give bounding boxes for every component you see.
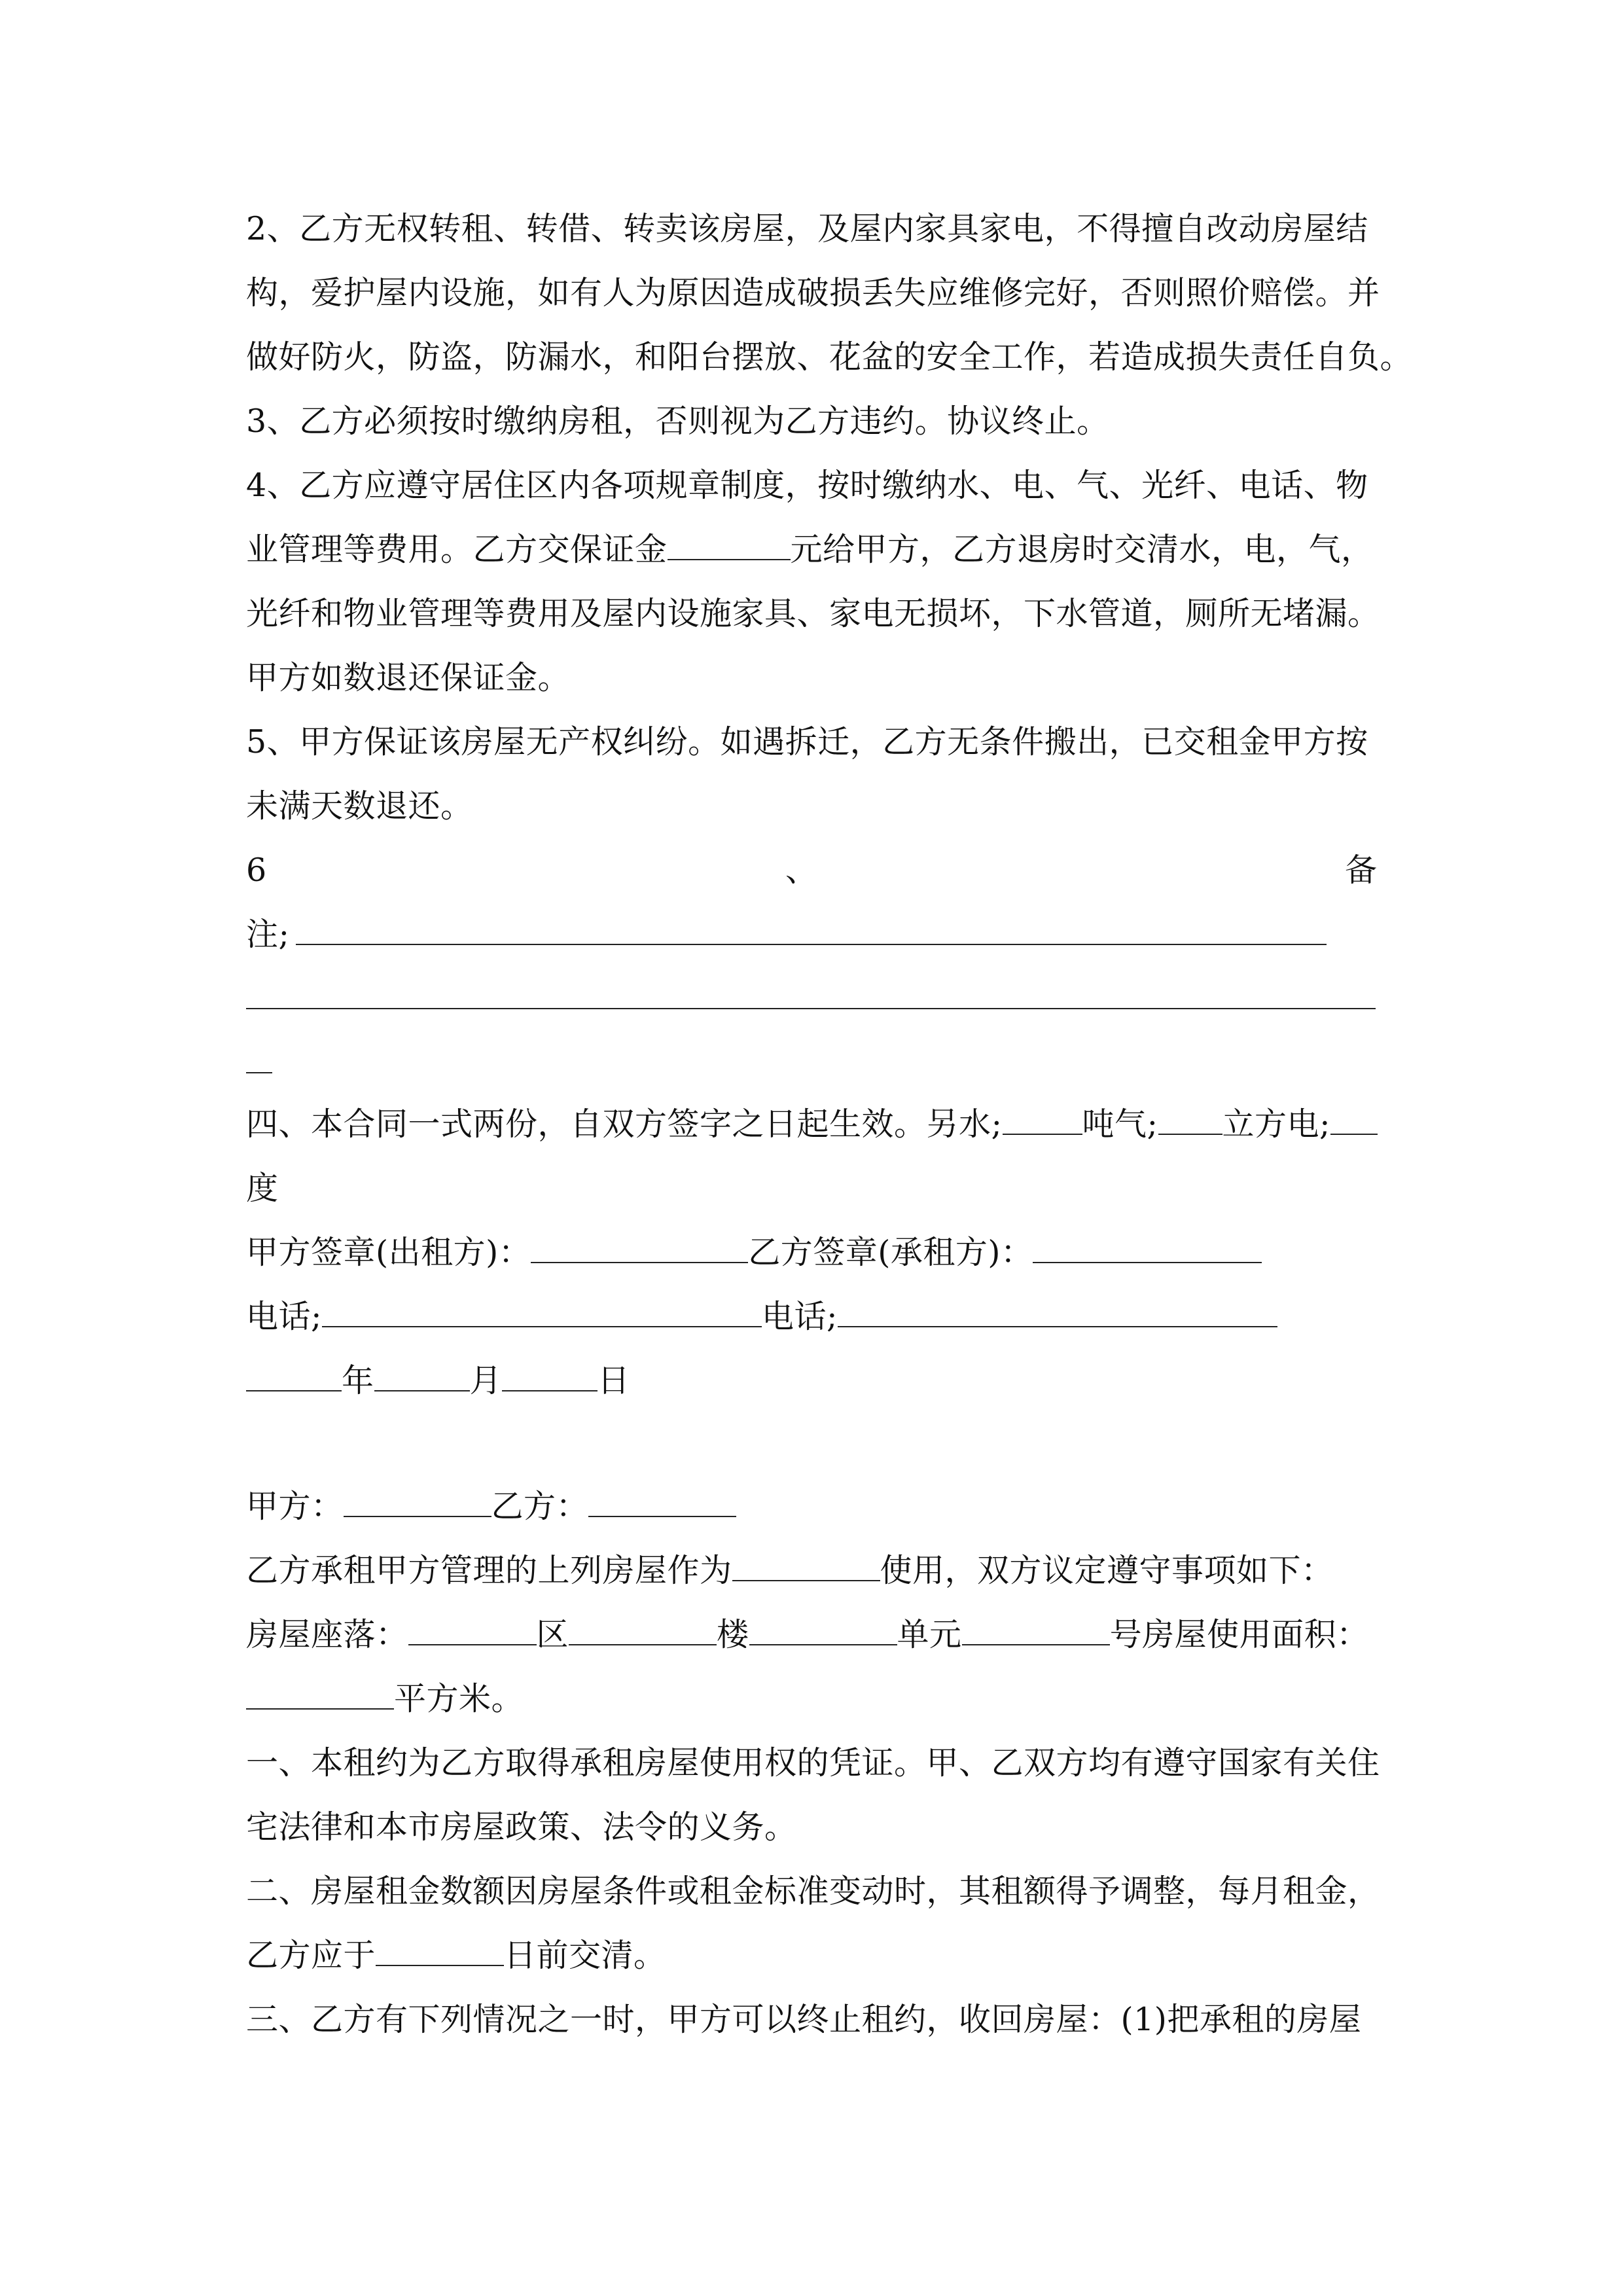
article-3-line-1: 三、乙方有下列情况之一时，甲方可以终止租约，收回房屋：(1)把承租的房屋 [246,2001,1362,2038]
clause-4-text-a: 业管理等费用。乙方交保证金 [246,531,668,568]
room-blank[interactable] [962,1605,1110,1645]
month-blank[interactable] [374,1351,470,1391]
article-1-line-1: 一、本租约为乙方取得承租房屋使用权的凭证。甲、乙双方均有遵守国家有关住 [246,1744,1380,1782]
clause-four-text-a: 四、本合同一式两份，自双方签字之日起生效。另水; [246,1105,1003,1143]
deposit-blank[interactable] [668,520,791,560]
month-label: 月 [469,1362,503,1399]
remarks-blank-1[interactable] [296,944,1327,945]
clause-2-line-1: 2、乙方无权转租、转借、转卖该房屋，及屋内家具家电，不得擅自改动房屋结 [246,210,1368,247]
clause-four-du: 度 [246,1170,279,1207]
clause-4-line-4: 甲方如数退还保证金。 [246,659,571,696]
unit-label: 单元 [897,1616,962,1653]
article-2-text-a: 乙方应于 [246,1937,376,1974]
clause-5-line-1: 5、甲方保证该房屋无产权纠纷。如遇拆迁，乙方无条件搬出，已交租金甲方按 [246,723,1368,761]
party-a-label: 甲方： [246,1488,344,1525]
district-blank[interactable] [408,1605,537,1645]
remarks-blank-2[interactable] [246,1008,1376,1009]
party-a-blank[interactable] [344,1477,491,1517]
clause-4-line-1: 4、乙方应遵守居住区内各项规章制度，按时缴纳水、电、气、光纤、电话、物 [246,467,1368,504]
usage-blank[interactable] [732,1541,880,1581]
area-blank[interactable] [246,1669,394,1710]
remarks-blank-3[interactable] [246,1072,272,1073]
usage-text-a: 乙方承租甲方管理的上列房屋作为 [246,1552,732,1589]
article-2-text-b: 日前交清。 [504,1937,666,1974]
clause-6-zhu: 注; [246,916,290,953]
clause-4-line-2 [246,518,1374,582]
year-label: 年 [342,1362,374,1399]
phone-line [246,1285,1277,1349]
location-label: 房屋座落： [246,1616,408,1653]
payday-blank[interactable] [376,1926,504,1966]
article-2-line-1: 二、房屋租金数额因房屋条件或租金标准变动时，其租额得予调整，每月租金， [246,1873,1380,1910]
area-label: 号房屋使用面积： [1109,1616,1369,1653]
date-line [246,1349,630,1413]
clause-four-main [246,1092,1378,1157]
clause-4-line-3: 光纤和物业管理等费用及屋内设施家具、家电无损坏，下水管道，厕所无堵漏。 [246,595,1380,632]
sign-b-label: 乙方签章(承租方)： [748,1234,1033,1271]
district-label: 区 [536,1616,569,1653]
building-blank[interactable] [569,1605,717,1645]
article-2-line-2 [246,1924,666,1988]
article-1-line-2: 宅法律和本市房屋政策、法令的义务。 [246,1808,797,1846]
electric-blank[interactable] [1330,1094,1378,1135]
usage-text-b: 使用，双方议定遵守事项如下： [880,1552,1334,1589]
year-blank[interactable] [246,1351,342,1391]
clause-3: 3、乙方必须按时缴纳房租，否则视为乙方违约。协议终止。 [246,403,1109,440]
party-b-blank[interactable] [588,1477,736,1517]
clause-2-line-2: 构，爱护屋内设施，如有人为原因造成破损丢失应维修完好，否则照价赔偿。并 [246,274,1380,312]
unit-blank[interactable] [749,1605,897,1645]
sign-a-label: 甲方签章(出租方)： [246,1234,531,1271]
location-line [246,1603,1369,1667]
clause-four-text-c: 立方电; [1222,1105,1331,1143]
usage-line [246,1539,1334,1603]
clause-4-text-b: 元给甲方，乙方退房时交清水，电，气， [790,531,1374,568]
party-b-label: 乙方： [491,1488,589,1525]
day-label: 日 [597,1362,630,1399]
day-blank[interactable] [502,1351,597,1391]
phone-b-label: 电话; [762,1298,838,1335]
phone-a-blank[interactable] [322,1287,762,1327]
clause-6-number: 6 [246,852,267,889]
parties-line [246,1475,736,1539]
sqm-label: 平方米。 [394,1680,524,1717]
building-label: 楼 [717,1616,749,1653]
phone-b-blank[interactable] [838,1287,1277,1327]
water-blank[interactable] [1003,1094,1082,1135]
phone-a-label: 电话; [246,1298,323,1335]
clause-6-bei: 备 [1345,852,1378,889]
clause-5-line-2: 未满天数退还。 [246,787,473,825]
area-line [246,1667,524,1731]
gas-blank[interactable] [1158,1094,1222,1135]
signature-line [246,1221,1262,1285]
clause-2-line-3: 做好防火，防盗，防漏水，和阳台摆放、花盆的安全工作，若造成损失责任自负。 [246,338,1413,376]
clause-6-separator: 、 [785,852,818,889]
clause-four-text-b: 吨气; [1082,1105,1158,1143]
sign-b-blank[interactable] [1033,1223,1262,1263]
sign-a-blank[interactable] [531,1223,748,1263]
